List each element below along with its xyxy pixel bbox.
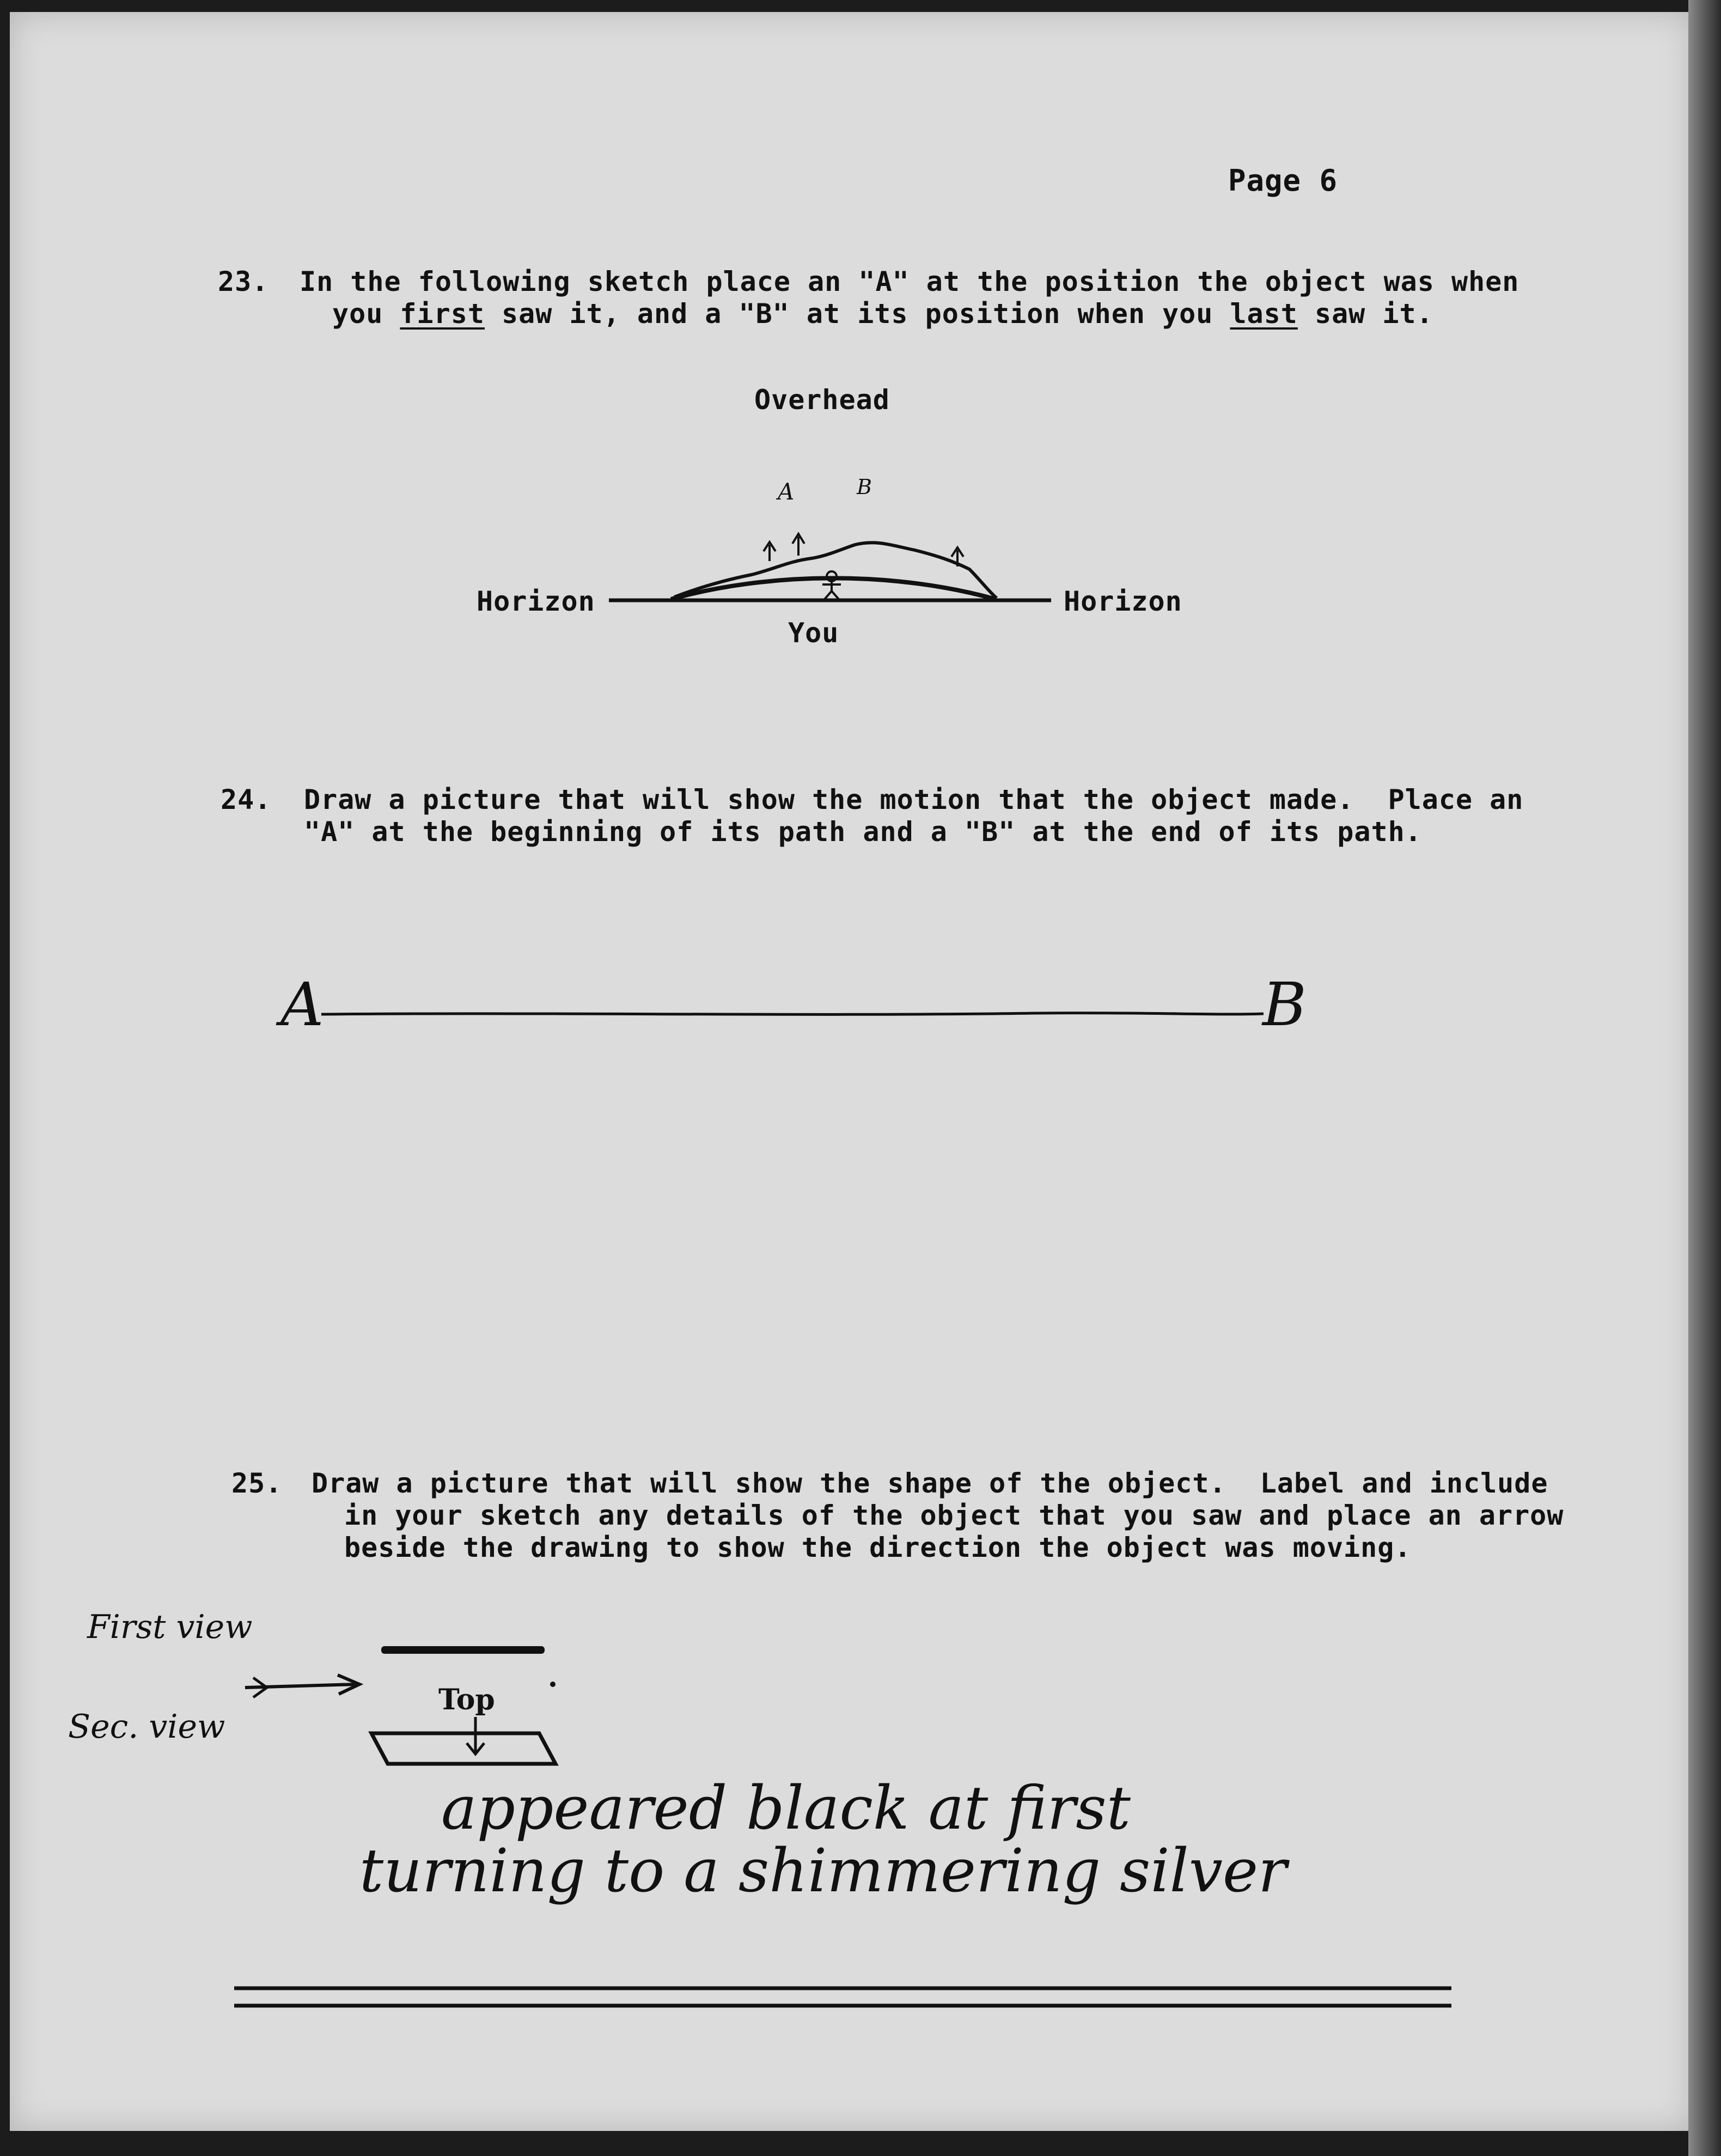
q25-line1: Draw a picture that will show the shape of the object. Label and include [312, 1467, 1548, 1499]
sec-view-label: Sec. view [68, 1708, 225, 1746]
q23-line1: In the following sketch place an "A" at the position the object was when [300, 266, 1519, 297]
q24-line1: Draw a picture that will show the motion that the object made. Place an [304, 784, 1524, 815]
you-label: You [788, 617, 839, 649]
first-view-label: First view [87, 1608, 253, 1646]
handwritten-mark-b: B [857, 475, 872, 499]
top-label: Top [438, 1683, 495, 1716]
overhead-label: Overhead [754, 384, 890, 416]
handwritten-mark-a: A [778, 478, 795, 505]
q25-line3: beside the drawing to show the direction the object was moving. [344, 1532, 1412, 1563]
handwritten-note-line2: turning to a shimmering silver [359, 1836, 1287, 1905]
path-start-a: A [280, 970, 324, 1039]
horizon-left-label: Horizon [477, 586, 595, 617]
q24-number: 24. [221, 784, 272, 815]
path-end-b: B [1262, 970, 1307, 1039]
q23-line2: you first saw it, and a "B" at its position when you last saw it. [332, 298, 1433, 330]
q25-number: 25. [231, 1467, 283, 1499]
q24-line2: "A" at the beginning of its path and a "B" at the end of its path. [304, 816, 1422, 848]
q23-number: 23. [218, 266, 269, 297]
page-number: Page 6 [1228, 163, 1338, 198]
handwritten-note-line1: appeared black at first [441, 1773, 1131, 1843]
q25-line2: in your sketch any details of the object that you saw and place an arrow [344, 1500, 1564, 1531]
horizon-right-label: Horizon [1064, 586, 1182, 617]
